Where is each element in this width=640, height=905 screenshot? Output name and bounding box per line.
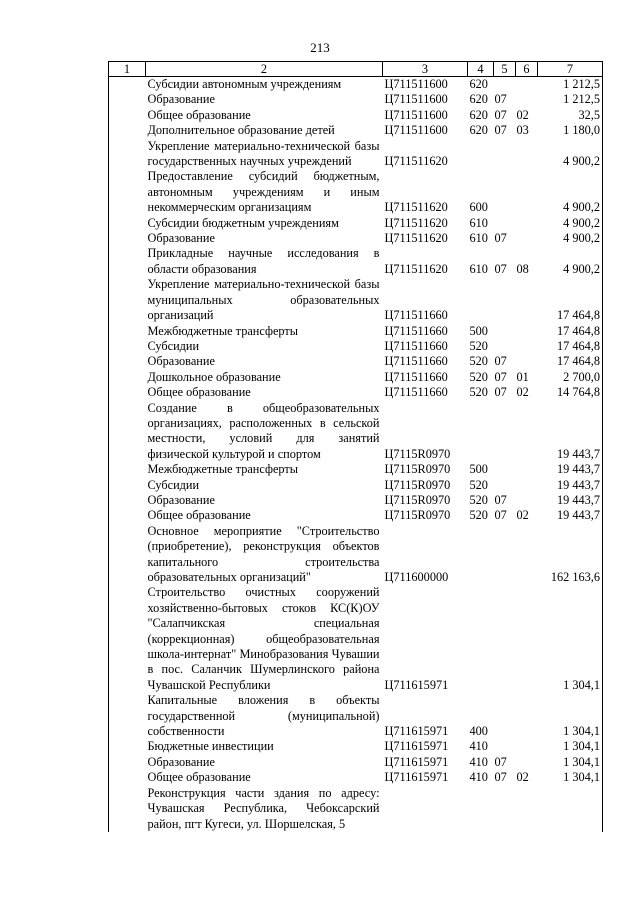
col-1-cell [109, 370, 146, 385]
item-name: Общее образование [147, 385, 251, 400]
item-name: Общее образование [147, 107, 251, 122]
expense-type-code: 620 [469, 123, 488, 138]
table-header [109, 62, 603, 77]
table-row [109, 585, 603, 693]
table-row [109, 92, 603, 107]
table-row [109, 493, 603, 508]
amount: 4 900,2 [538, 246, 603, 277]
table-row [109, 231, 603, 246]
col-1-cell [109, 77, 146, 93]
header-row [109, 62, 603, 77]
column-header-4: 4 [468, 62, 494, 77]
col-1-cell [109, 277, 146, 323]
target-code: Ц711511600 [384, 123, 448, 138]
amount: 17 464,8 [538, 339, 603, 354]
target-code: Ц711511620 [384, 215, 448, 230]
subsection-code [516, 462, 538, 477]
table-row [109, 246, 603, 277]
expense-type-code: 620 [469, 92, 488, 107]
section-code: 07 [494, 123, 507, 138]
table-row [109, 524, 603, 586]
section-code [494, 462, 516, 477]
section-code: 07 [494, 369, 507, 384]
section-code: 07 [494, 107, 507, 122]
amount: 19 443,7 [538, 478, 603, 493]
item-name: Общее образование [147, 770, 251, 785]
item-name: Укрепление материально-технической базы государственных научных учреждений [147, 138, 380, 169]
subsection-code [516, 169, 538, 215]
table-row [109, 354, 603, 369]
table-row [109, 370, 603, 385]
subsection-code [516, 92, 538, 107]
subsection-code [516, 739, 538, 754]
expense-type-code [468, 585, 494, 693]
expense-type-code: 620 [469, 77, 488, 91]
col-1-cell [109, 755, 146, 770]
col-1-cell [109, 493, 146, 508]
col-1-cell [109, 585, 146, 693]
amount: 4 900,2 [538, 216, 603, 231]
item-name: Прикладные научные исследования в области образования [147, 246, 380, 276]
table-row [109, 462, 603, 477]
subsection-code [516, 216, 538, 231]
section-code: 07 [494, 508, 507, 523]
col-1-cell [109, 231, 146, 246]
section-code [494, 339, 516, 354]
col-1-cell [109, 401, 146, 463]
table-row [109, 755, 603, 770]
item-name: Строительство очистных сооружений хозяйственно-бытовых стоков КС(К)ОУ "Салапчикская специальная (коррекционная) общеобразовательная школа-интернат" Минобразования Чувашии в пос. Саланчик Шумерлинского района Чувашской Республики [147, 585, 380, 692]
amount: 19 443,7 [538, 493, 603, 508]
expense-type-code: 520 [469, 508, 488, 523]
item-name: Субсидии [147, 477, 200, 492]
column-header-7: 7 [538, 62, 603, 77]
subsection-code: 02 [516, 107, 529, 122]
table-row [109, 77, 603, 93]
target-code [383, 786, 468, 832]
expense-type-code: 520 [469, 492, 488, 507]
target-code: Ц711615971 [384, 677, 449, 692]
item-name: Предоставление субсидий бюджетным, автономным учреждениям и иным некоммерческим организациям [147, 169, 380, 215]
subsection-code [516, 478, 538, 493]
amount: 1 212,5 [538, 92, 603, 107]
expense-type-code: 610 [469, 215, 488, 230]
expense-type-code: 610 [469, 231, 488, 246]
section-code: 07 [494, 754, 507, 769]
column-header-1: 1 [109, 62, 146, 77]
expense-type-code: 410 [469, 754, 488, 769]
subsection-code [516, 324, 538, 339]
expense-type-code: 500 [469, 323, 488, 338]
expense-type-code: 400 [469, 724, 488, 739]
subsection-code [516, 77, 538, 93]
table-row [109, 139, 603, 170]
table-row [109, 216, 603, 231]
col-1-cell [109, 169, 146, 215]
section-code [494, 324, 516, 339]
expense-type-code: 410 [469, 739, 488, 754]
subsection-code [516, 693, 538, 739]
item-name: Общее образование [147, 508, 251, 523]
column-header-3: 3 [383, 62, 468, 77]
col-1-cell [109, 246, 146, 277]
target-code: Ц711511660 [384, 338, 448, 353]
col-1-cell [109, 508, 146, 523]
col-1-cell [109, 92, 146, 107]
expense-type-code: 520 [469, 354, 488, 369]
expense-type-code [468, 139, 494, 170]
subsection-code [516, 139, 538, 170]
amount: 14 764,8 [538, 385, 603, 400]
subsection-code: 02 [516, 770, 529, 785]
expense-type-code: 500 [469, 462, 488, 477]
expense-type-code: 410 [469, 770, 488, 785]
section-code: 07 [494, 492, 507, 507]
col-1-cell [109, 108, 146, 123]
subsection-code [516, 401, 538, 463]
col-1-cell [109, 462, 146, 477]
expense-type-code: 520 [469, 369, 488, 384]
col-1-cell [109, 216, 146, 231]
amount: 17 464,8 [538, 277, 603, 323]
target-code: Ц711600000 [384, 570, 449, 584]
column-header-6: 6 [516, 62, 538, 77]
item-name: Образование [147, 354, 215, 369]
amount: 1 304,1 [538, 770, 603, 785]
amount: 1 304,1 [538, 755, 603, 770]
amount: 1 180,0 [538, 123, 603, 138]
subsection-code: 02 [516, 508, 529, 523]
amount: 4 900,2 [538, 139, 603, 170]
expense-type-code: 610 [469, 261, 488, 276]
section-code [494, 585, 516, 693]
table-row [109, 508, 603, 523]
target-code: Ц7115R0970 [384, 508, 451, 523]
table-row [109, 786, 603, 832]
item-name: Дошкольное образование [147, 369, 281, 384]
col-1-cell [109, 739, 146, 754]
col-1-cell [109, 354, 146, 369]
section-code: 07 [494, 261, 507, 276]
col-1-cell [109, 524, 146, 586]
amount: 32,5 [538, 108, 603, 123]
target-code: Ц711511660 [384, 323, 448, 338]
subsection-code: 01 [516, 369, 529, 384]
target-code: Ц711511600 [384, 107, 448, 122]
amount: 4 900,2 [538, 169, 603, 215]
section-code: 07 [494, 231, 507, 246]
subsection-code [516, 231, 538, 246]
item-name: Основное мероприятие "Строительство (приобретение), реконструкция объектов капитального строительства образовательных организаций" [147, 523, 380, 584]
amount: 1 212,5 [538, 77, 603, 93]
target-code: Ц711615971 [384, 754, 449, 769]
item-name: Межбюджетные трансферты [147, 462, 299, 477]
section-code [494, 216, 516, 231]
amount: 162 163,6 [538, 524, 603, 586]
target-code: Ц7115R0970 [384, 492, 451, 507]
subsection-code [516, 585, 538, 693]
item-name: Субсидии [147, 338, 200, 353]
item-name: Реконструкция части здания по адресу: Чувашская Республика, Чебоксарский район, пгт Кугеси, ул. Шоршелская, 5 [147, 785, 380, 831]
section-code [494, 77, 516, 93]
subsection-code [516, 755, 538, 770]
section-code [494, 786, 516, 832]
col-1-cell [109, 770, 146, 785]
expense-type-code: 520 [469, 477, 488, 492]
table-row [109, 739, 603, 754]
table-row [109, 693, 603, 739]
amount: 1 304,1 [538, 585, 603, 693]
expense-type-code: 520 [469, 338, 488, 353]
table-row [109, 401, 603, 463]
subsection-code [516, 524, 538, 586]
amount: 4 900,2 [538, 231, 603, 246]
expense-type-code: 520 [469, 385, 488, 400]
target-code: Ц711511620 [384, 261, 448, 276]
subsection-code [516, 354, 538, 369]
subsection-code: 02 [516, 385, 529, 400]
target-code: Ц711615971 [384, 770, 449, 785]
section-code [494, 139, 516, 170]
item-name: Образование [147, 754, 215, 769]
table-row [109, 324, 603, 339]
target-code: Ц711511660 [384, 354, 448, 369]
col-1-cell [109, 786, 146, 832]
target-code: Ц7115R0970 [384, 462, 451, 477]
table-row [109, 277, 603, 323]
target-code: Ц711511660 [384, 385, 448, 400]
item-name: Образование [147, 492, 215, 507]
target-code: Ц711511620 [384, 154, 448, 169]
item-name: Капитальные вложения в объекты государственной (муниципальной) собственности [147, 693, 380, 739]
amount: 19 443,7 [538, 508, 603, 523]
col-1-cell [109, 123, 146, 138]
item-name: Субсидии бюджетным учреждениям [147, 215, 339, 230]
target-code: Ц7115R0970 [384, 477, 451, 492]
expense-type-code [468, 524, 494, 586]
item-name: Межбюджетные трансферты [147, 323, 299, 338]
amount: 2 700,0 [538, 370, 603, 385]
section-code: 07 [494, 385, 507, 400]
expense-type-code: 600 [469, 200, 488, 215]
expense-type-code [468, 401, 494, 463]
item-name: Образование [147, 231, 215, 246]
item-name: Бюджетные инвестиции [147, 739, 274, 754]
col-1-cell [109, 693, 146, 739]
item-name: Создание в общеобразовательных организациях, расположенных в сельской местности, условий для занятий физической культурой и спортом [147, 400, 380, 461]
section-code [494, 739, 516, 754]
column-header-5: 5 [494, 62, 516, 77]
target-code: Ц711511600 [384, 92, 448, 107]
table-row [109, 108, 603, 123]
item-name: Субсидии автономным учреждениям [147, 77, 342, 91]
subsection-code: 08 [516, 261, 529, 276]
subsection-code [516, 493, 538, 508]
col-1-cell [109, 478, 146, 493]
amount [538, 786, 603, 832]
amount: 1 304,1 [538, 693, 603, 739]
target-code: Ц711511660 [384, 369, 448, 384]
item-name: Укрепление материально-технической базы муниципальных образовательных организаций [147, 277, 380, 323]
page-number: 213 [310, 40, 330, 55]
col-1-cell [109, 139, 146, 170]
amount: 17 464,8 [538, 354, 603, 369]
expense-type-code [468, 786, 494, 832]
table-row [109, 169, 603, 215]
expense-type-code [468, 277, 494, 323]
section-code [494, 478, 516, 493]
col-1-cell [109, 324, 146, 339]
amount: 19 443,7 [538, 401, 603, 463]
table-body [109, 77, 603, 832]
target-code: Ц711615971 [384, 724, 449, 739]
col-1-cell [109, 339, 146, 354]
column-header-2: 2 [146, 62, 383, 77]
item-name: Образование [147, 92, 215, 107]
amount: 1 304,1 [538, 739, 603, 754]
section-code [494, 693, 516, 739]
table-row [109, 385, 603, 400]
section-code [494, 401, 516, 463]
expense-type-code: 620 [469, 107, 488, 122]
section-code [494, 169, 516, 215]
budget-table [108, 61, 603, 832]
subsection-code [516, 339, 538, 354]
target-code: Ц711511620 [384, 200, 448, 215]
item-name: Дополнительное образование детей [147, 123, 335, 138]
target-code: Ц7115R0970 [384, 446, 451, 461]
table-row [109, 478, 603, 493]
subsection-code: 03 [516, 123, 529, 138]
section-code: 07 [494, 92, 507, 107]
subsection-code [516, 277, 538, 323]
section-code [494, 277, 516, 323]
target-code: Ц711511660 [384, 308, 448, 323]
target-code: Ц711615971 [384, 739, 449, 754]
target-code: Ц711511620 [384, 231, 448, 246]
subsection-code [516, 786, 538, 832]
amount: 19 443,7 [538, 462, 603, 477]
table-row [109, 770, 603, 785]
section-code [494, 524, 516, 586]
target-code: Ц711511600 [384, 77, 448, 91]
table-row [109, 123, 603, 138]
amount: 17 464,8 [538, 324, 603, 339]
col-1-cell [109, 385, 146, 400]
section-code: 07 [494, 354, 507, 369]
section-code: 07 [494, 770, 507, 785]
table-row [109, 339, 603, 354]
